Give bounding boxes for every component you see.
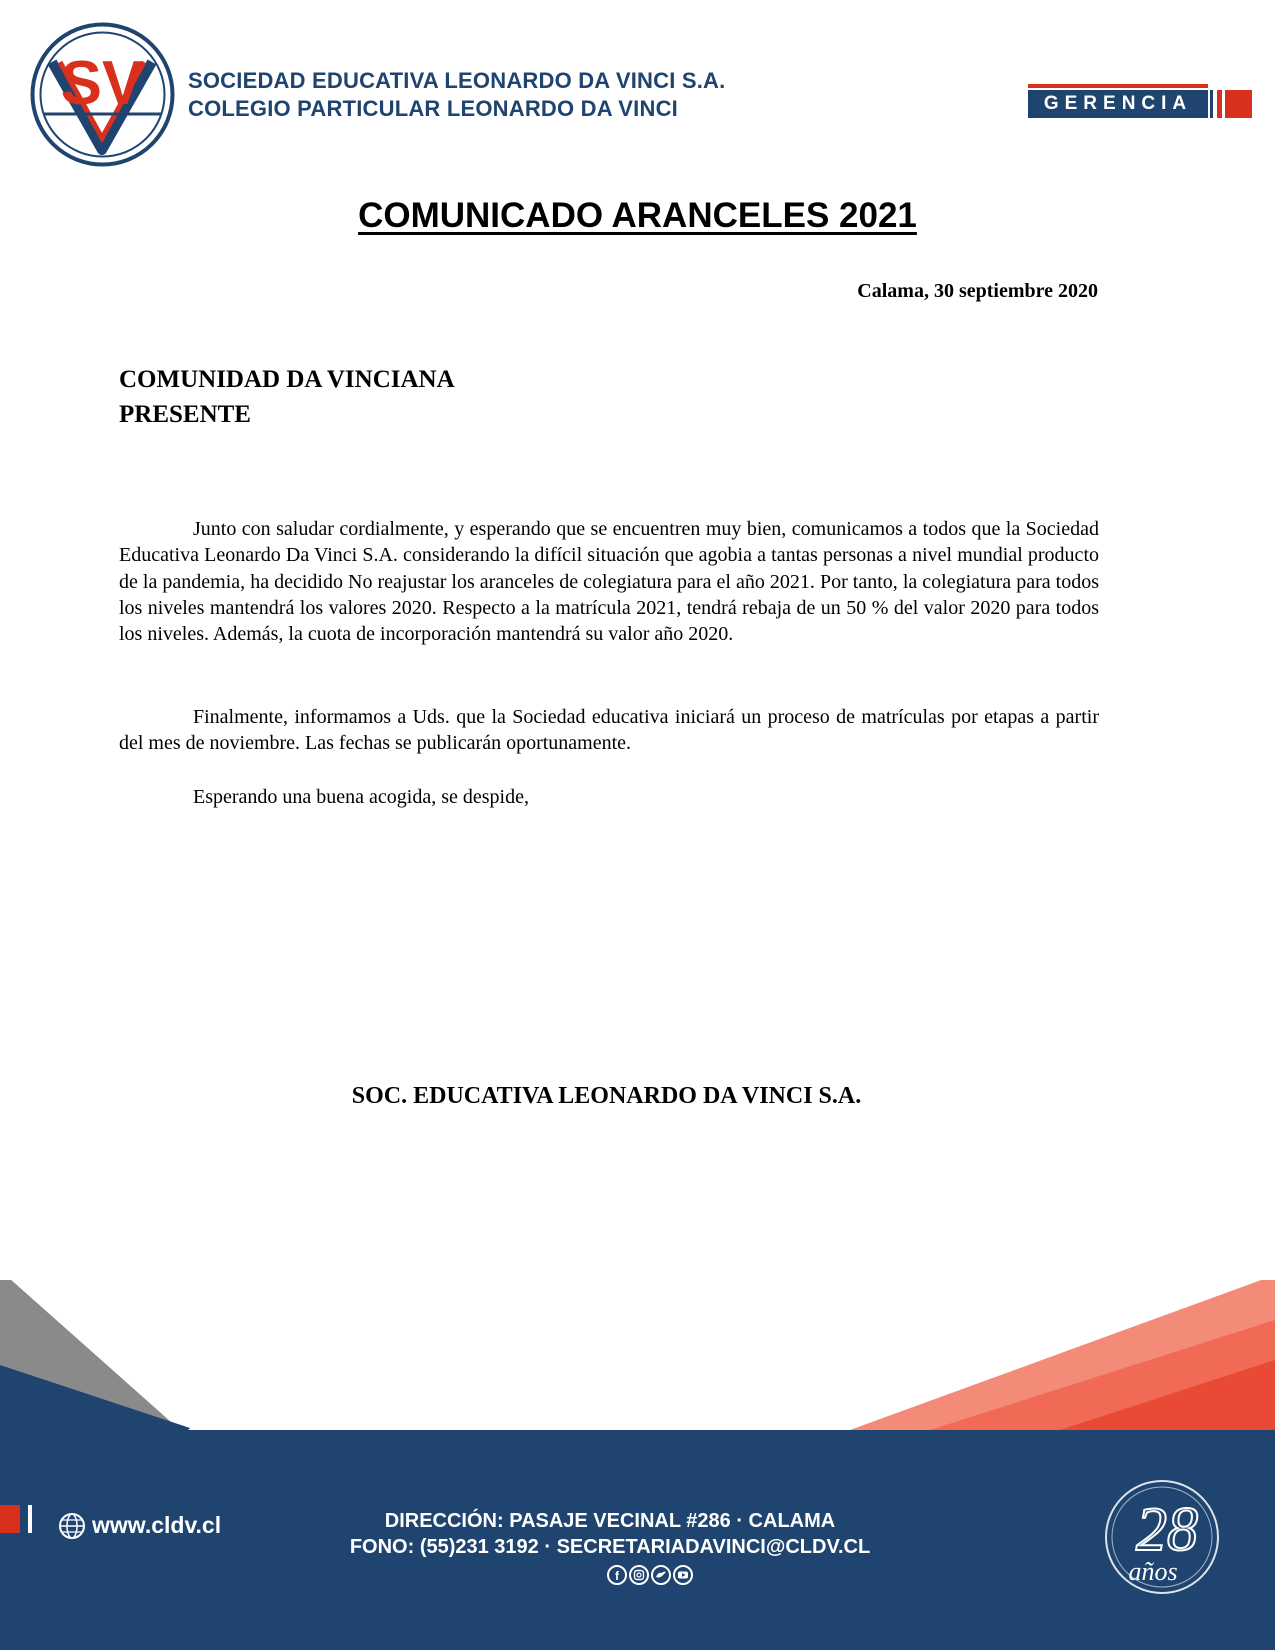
department-label: GERENCIA — [1028, 90, 1208, 118]
footer-graphic — [0, 1280, 1275, 1650]
school-logo — [30, 22, 175, 167]
closing-paragraph — [119, 784, 1099, 810]
organization-name: SOCIEDAD EDUCATIVA LEONARDO DA VINCI S.A. — [188, 68, 726, 93]
instagram-icon[interactable] — [630, 1566, 648, 1584]
contact-line: FONO: (55)231 3192 · SECRETARIADAVINCI@CLDV.CL — [349, 1536, 871, 1558]
recipient-line: PRESENTE — [119, 401, 251, 428]
paragraph-text: Junto con saludar cordialmente, y esperando que se encuentren muy bien, comunicamos a todos que la Sociedad Educativa Leonardo Da Vinci S.A. considerando la difícil situación que agobia a tantas personas a nivel mundial producto de la pandemia, ha decidido No reajustar los aranceles de colegiatura para el año 2021. Por tanto, la colegiatura para todos los niveles mantendrá los valores 2020. Respecto a la matrícula 2021, tendrá rebaja de un 50 % del valor 2020 para todos los niveles. Además, la cuota de incorporación mantendrá su valor año 2020. — [119, 518, 1099, 646]
paragraph-text: Esperando una buena acogida, se despide, — [193, 786, 529, 808]
social-icons — [606, 1564, 696, 1586]
signature: SOC. EDUCATIVA LEONARDO DA VINCI S.A. — [351, 1083, 862, 1109]
recipient-line: COMUNIDAD DA VINCIANA — [119, 366, 455, 393]
facebook-icon[interactable] — [608, 1566, 626, 1584]
document-title: COMUNICADO ARANCELES 2021 — [358, 196, 917, 235]
anniversary-word: años — [1128, 1557, 1178, 1586]
document-date: Calama, 30 septiembre 2020 — [857, 280, 1098, 302]
body-paragraph — [119, 704, 1099, 757]
logo-letters: SV — [60, 49, 144, 118]
website-link[interactable]: www.cldv.cl — [92, 1512, 222, 1538]
anniversary-badge — [1095, 1470, 1230, 1605]
youtube-icon[interactable] — [674, 1566, 692, 1584]
address-line: DIRECCIÓN: PASAJE VECINAL #286 · CALAMA — [384, 1510, 836, 1532]
svg-text:f: f — [615, 1569, 619, 1583]
body-paragraph — [119, 516, 1099, 647]
anniversary-number: 28 — [1136, 1496, 1198, 1564]
recipient-block — [119, 362, 455, 432]
paragraph-text: Finalmente, informamos a Uds. que la Sociedad educativa iniciará un proceso de matrículas por etapas a partir del mes de noviembre. Las fechas se publicarán oportunamente. — [119, 706, 1099, 755]
school-name: COLEGIO PARTICULAR LEONARDO DA VINCI — [188, 96, 678, 121]
twitter-icon[interactable] — [652, 1566, 670, 1584]
department-banner — [1020, 84, 1252, 120]
